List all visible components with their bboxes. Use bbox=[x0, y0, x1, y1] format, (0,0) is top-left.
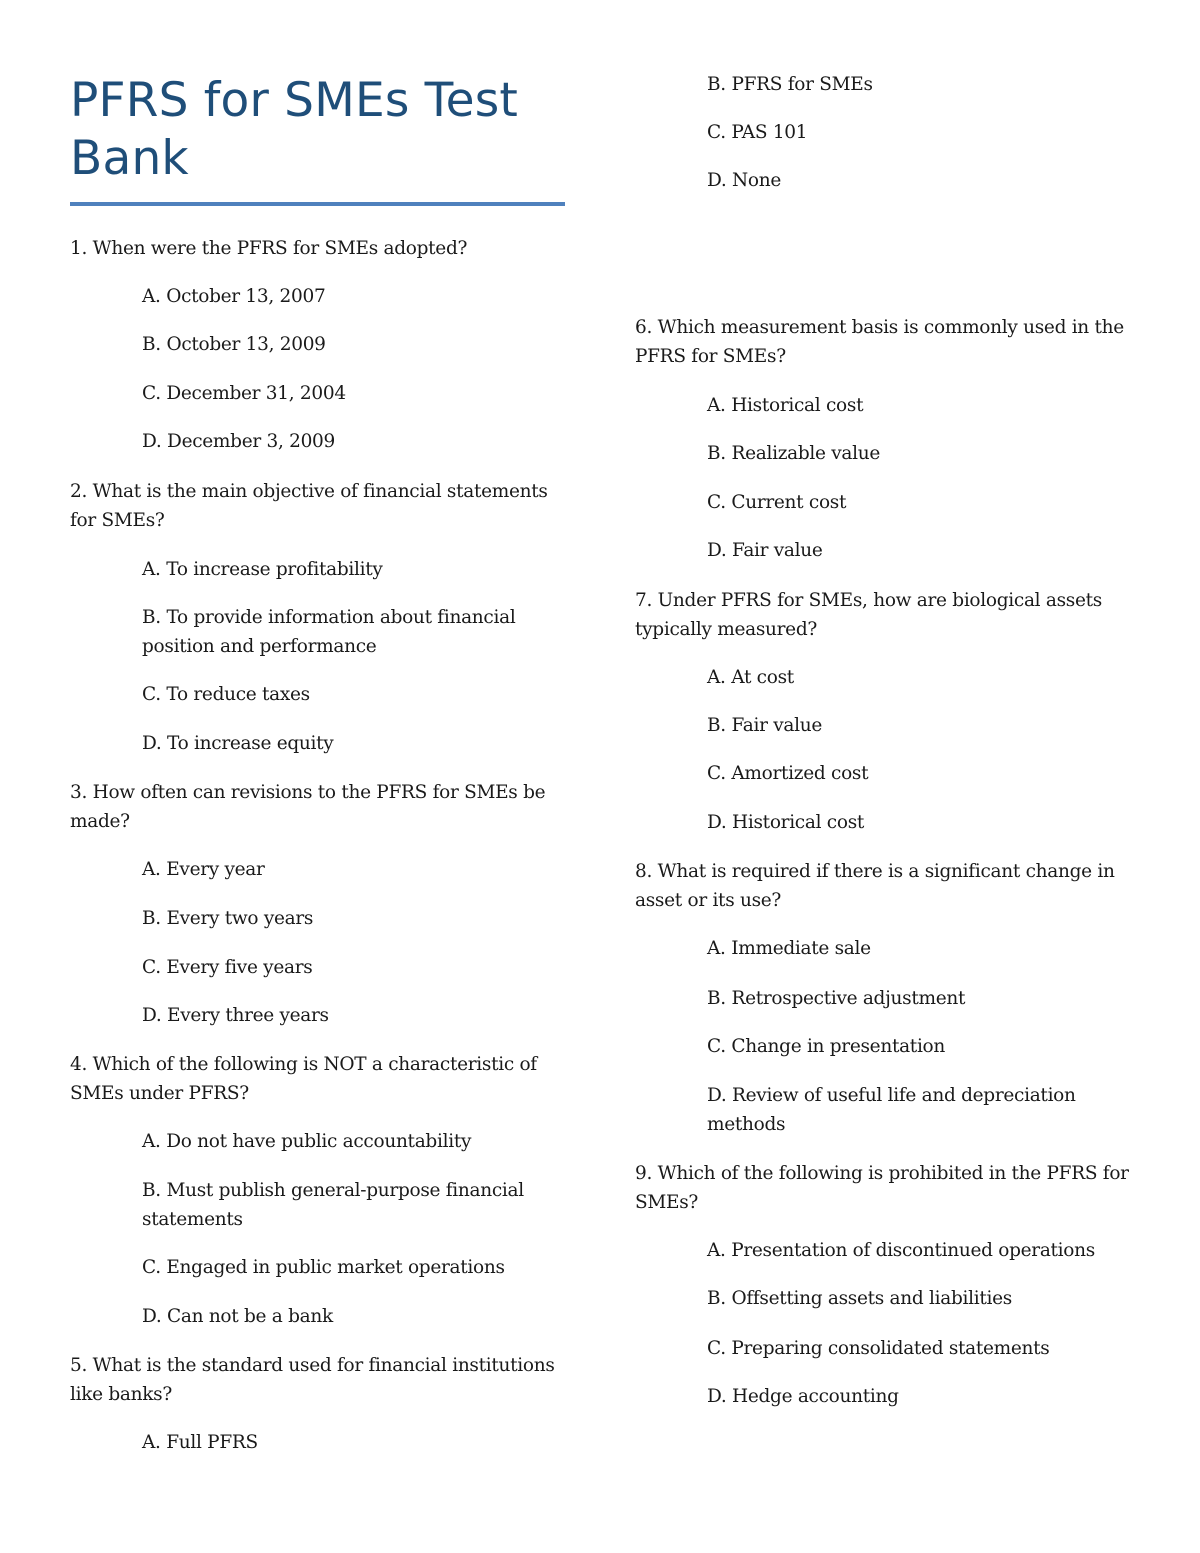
question-6-option-c: C. Current cost bbox=[707, 492, 847, 513]
question-7-option-a: A. At cost bbox=[707, 667, 794, 688]
question-7-option-c: C. Amortized cost bbox=[707, 763, 869, 784]
page-title: PFRS for SMEs Test Bank bbox=[70, 73, 519, 186]
question-1-option-c: C. December 31, 2004 bbox=[142, 383, 346, 404]
question-2-option-d: D. To increase equity bbox=[142, 733, 334, 754]
question-5: 5. What is the standard used for financial institutions like banks? bbox=[70, 1355, 555, 1405]
question-7-option-d: D. Historical cost bbox=[707, 812, 865, 833]
question-2-option-b: B. To provide information about financial position and performance bbox=[142, 607, 516, 657]
question-8-option-d: D. Review of useful life and depreciation methods bbox=[707, 1085, 1076, 1135]
question-4-option-d: D. Can not be a bank bbox=[142, 1306, 333, 1327]
question-3: 3. How often can revisions to the PFRS for SMEs be made? bbox=[70, 782, 546, 832]
question-1-option-a: A. October 13, 2007 bbox=[142, 286, 326, 307]
question-5-option-d: D. None bbox=[707, 170, 782, 191]
question-4-option-c: C. Engaged in public market operations bbox=[142, 1257, 505, 1278]
question-9: 9. Which of the following is prohibited in the PFRS for SMEs? bbox=[635, 1163, 1129, 1213]
question-2-option-c: C. To reduce taxes bbox=[142, 684, 310, 705]
question-9-option-b: B. Offsetting assets and liabilities bbox=[707, 1288, 1012, 1309]
question-3-option-c: C. Every five years bbox=[142, 957, 313, 978]
question-5-option-a: A. Full PFRS bbox=[142, 1432, 258, 1453]
question-5-option-b: B. PFRS for SMEs bbox=[707, 74, 873, 95]
question-4-option-a: A. Do not have public accountability bbox=[142, 1131, 472, 1152]
question-3-option-b: B. Every two years bbox=[142, 908, 314, 929]
question-5-option-c: C. PAS 101 bbox=[707, 122, 808, 143]
question-2: 2. What is the main objective of financial statements for SMEs? bbox=[70, 481, 548, 531]
question-7: 7. Under PFRS for SMEs, how are biological assets typically measured? bbox=[635, 590, 1102, 640]
question-2-option-a: A. To increase profitability bbox=[142, 559, 383, 580]
title-underline bbox=[70, 202, 565, 206]
question-4: 4. Which of the following is NOT a characteristic of SMEs under PFRS? bbox=[70, 1054, 537, 1104]
question-6-option-b: B. Realizable value bbox=[707, 443, 881, 464]
question-8-option-b: B. Retrospective adjustment bbox=[707, 988, 966, 1009]
question-9-option-d: D. Hedge accounting bbox=[707, 1386, 899, 1407]
question-9-option-c: C. Preparing consolidated statements bbox=[707, 1338, 1050, 1359]
question-8-option-a: A. Immediate sale bbox=[707, 938, 871, 959]
question-1: 1. When were the PFRS for SMEs adopted? bbox=[70, 238, 468, 259]
question-3-option-d: D. Every three years bbox=[142, 1005, 329, 1026]
question-6-option-a: A. Historical cost bbox=[707, 395, 864, 416]
question-7-option-b: B. Fair value bbox=[707, 715, 822, 736]
question-3-option-a: A. Every year bbox=[142, 859, 265, 880]
question-8: 8. What is required if there is a significant change in asset or its use? bbox=[635, 861, 1115, 911]
question-6: 6. Which measurement basis is commonly used in the PFRS for SMEs? bbox=[635, 317, 1124, 367]
question-8-option-c: C. Change in presentation bbox=[707, 1036, 946, 1057]
question-6-option-d: D. Fair value bbox=[707, 540, 823, 561]
question-1-option-b: B. October 13, 2009 bbox=[142, 334, 326, 355]
question-1-option-d: D. December 3, 2009 bbox=[142, 431, 335, 452]
question-9-option-a: A. Presentation of discontinued operations bbox=[707, 1240, 1095, 1261]
question-4-option-b: B. Must publish general-purpose financial statements bbox=[142, 1180, 524, 1230]
